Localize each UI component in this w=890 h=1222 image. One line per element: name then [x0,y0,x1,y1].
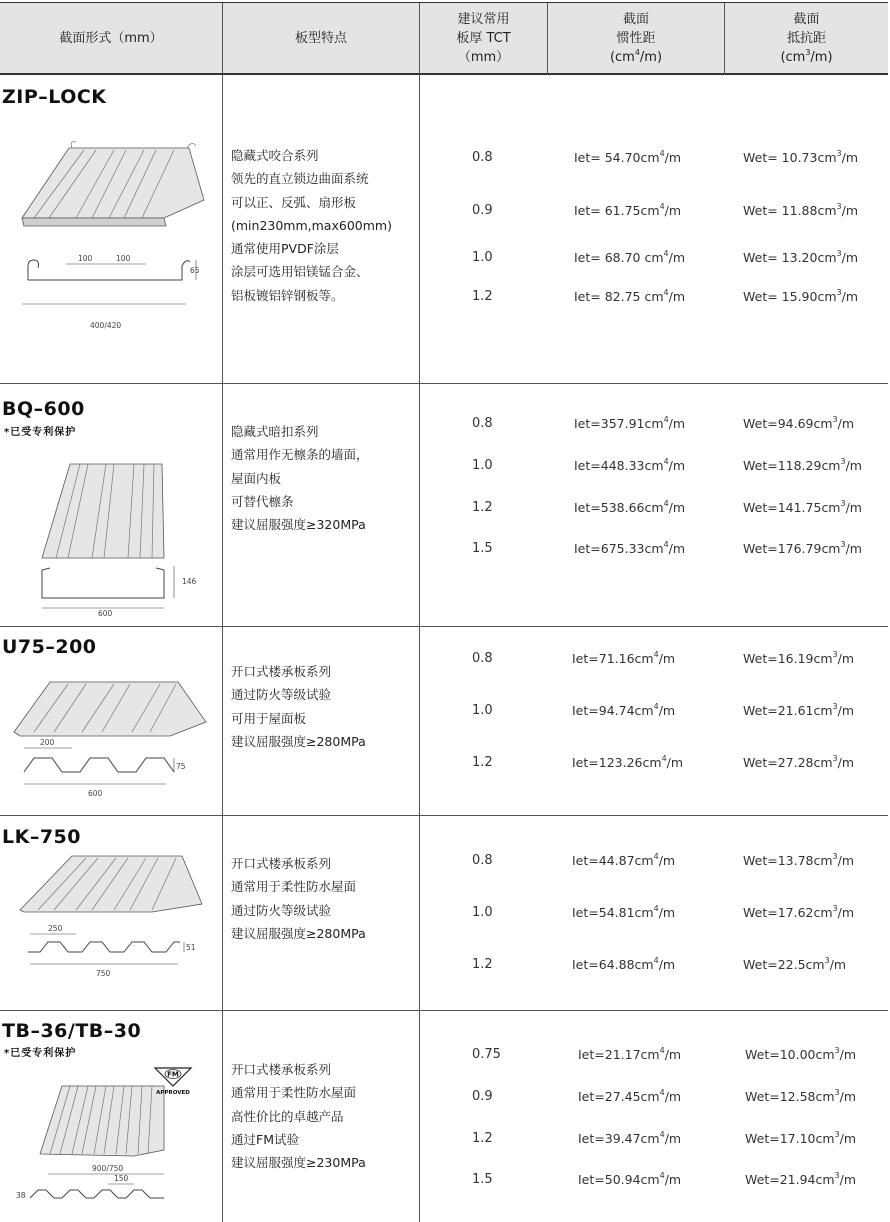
fm-badge-top-text: FM [167,1070,179,1079]
dim-label: 600 [88,789,103,798]
header-section-form [0,3,222,74]
dim-label: 200 [40,738,55,747]
header-inertia-line1: 截面 [622,12,649,27]
feature-line: 领先的直立锁边曲面系统 [231,171,369,187]
dim-label: 146 [182,577,197,586]
inertia-value: $Iet=448.33cm^4/m$ [574,457,686,473]
thickness-value: 1.2 [472,500,493,515]
feature-line: 开口式楼承板系列 [231,1062,332,1077]
feature-line: (min230mm,max600mm) [231,217,392,233]
thickness-value: 1.2 [472,289,493,304]
zip-lock-profile-drawing [14,140,214,335]
u75-200-profile-drawing [10,672,210,802]
profile-title: TB–36/TB–30 [2,1020,142,1042]
profile-title: BQ–600 [2,398,85,420]
dim-label: 65 [190,266,200,275]
dim-label: 750 [96,969,111,978]
dim-label: 100 [116,254,131,263]
features-list [231,852,366,945]
profile-title: LK–750 [2,826,81,848]
inertia-value: $Iet=54.81cm^4/m$ [572,904,676,920]
feature-line: 高性价比的卓越产品 [231,1108,344,1124]
column-divider [419,75,420,1222]
row-divider [0,815,888,816]
thickness-value: 1.2 [472,755,493,770]
header-resistance-line2: 抵抗距 [786,31,826,46]
resistance-value: $Wet=17.62cm^3/m$ [743,904,855,920]
thickness-value: 0.9 [472,1089,493,1104]
fm-approved-badge [152,1066,194,1096]
inertia-value: Iet= 82.75 $cm^4/m$ [574,288,686,304]
resistance-value: $Wet= 15.90cm^3/m$ [743,288,858,304]
patent-note: *已受专利保护 [4,1048,77,1059]
patent-note: *已受专利保护 [4,427,77,438]
feature-line: 隐藏式暗扣系列 [231,424,319,439]
resistance-value: $Wet=22.5cm^3/m$ [743,956,847,972]
header-resistance-unit: $(cm^3/m)$ [780,48,833,65]
feature-line: 建议屈服强度≥280MPa [231,733,366,749]
inertia-value: $Iet=675.33cm^4/m$ [574,540,686,556]
thickness-value: 1.0 [472,458,493,473]
thickness-value: 1.0 [472,905,493,920]
inertia-value: $Iet=44.87cm^4/m$ [572,852,676,868]
thickness-value: 1.0 [472,703,493,718]
resistance-value: $Wet=94.69cm^3/m$ [743,415,855,431]
table-header [0,2,888,75]
resistance-value: $Wet=21.61cm^3/m$ [743,702,855,718]
header-features-label: 板型特点 [294,31,347,46]
thickness-value: 0.8 [472,416,493,431]
header-thickness [419,3,547,74]
thickness-value: 1.5 [472,541,493,556]
dim-label: 150 [114,1174,129,1183]
features-list [231,1058,366,1174]
thickness-value: 0.9 [472,203,493,218]
resistance-value: $Wet=16.19cm^3/m$ [743,650,855,666]
header-resistance-line1: 截面 [793,12,820,27]
feature-line: 可替代檩条 [231,493,294,509]
thickness-value: 1.5 [472,1172,493,1187]
column-divider [222,75,223,1222]
dim-label: 600 [98,609,113,618]
dim-label: 900/750 [92,1164,124,1173]
row-divider [0,383,888,384]
thickness-value: 1.2 [472,957,493,972]
feature-line: 可用于屋面板 [231,710,307,726]
dim-label: 100 [78,254,93,263]
feature-line: 通常用于柔性防水屋面 [231,879,357,895]
inertia-value: $Iet=538.66cm^4/m$ [574,499,686,515]
features-list [231,420,369,536]
profile-title: ZIP–LOCK [2,86,107,108]
header-inertia-unit: $(cm^4/m)$ [609,48,663,65]
feature-line: 通常用作无檩条的墙面， [231,447,369,463]
dim-label: 400/420 [90,321,122,330]
header-thickness-line2: 板厚 TCT [456,31,511,46]
feature-line: 开口式楼承板系列 [231,856,332,871]
row-divider [0,1010,888,1011]
thickness-value: 1.2 [472,1131,493,1146]
resistance-value: $Wet= 11.88cm^3/m$ [743,202,858,218]
resistance-value: $Wet= 10.73cm^3/m$ [743,149,858,165]
features-list [231,144,392,307]
resistance-value: $Wet=21.94cm^3/m$ [745,1171,857,1187]
profile-title: U75–200 [2,636,97,658]
thickness-value: 0.8 [472,150,493,165]
fm-badge-bottom-text: APPROVED [156,1090,190,1096]
resistance-value: $Wet=12.58cm^3/m$ [745,1088,857,1104]
dim-label: 38 [16,1191,26,1200]
inertia-value: $Iet= 54.70cm^4/m$ [574,149,682,165]
inertia-value: $Iet= 61.75cm^4/m$ [574,202,682,218]
inertia-value: $Iet=27.45cm^4/m$ [578,1088,682,1104]
row-divider [0,626,888,627]
resistance-value: $Wet=10.00cm^3/m$ [745,1046,857,1062]
resistance-value: $Wet=176.79cm^3/m$ [743,540,862,556]
inertia-value: $Iet=123.26cm^4/m$ [572,754,684,770]
feature-line: 建议屈服强度≥230MPa [231,1155,366,1171]
header-thickness-line1: 建议常用 [457,12,510,27]
feature-line: 开口式楼承板系列 [231,664,332,679]
resistance-value: $Wet= 13.20cm^3/m$ [743,249,858,265]
resistance-value: $Wet=27.28cm^3/m$ [743,754,855,770]
resistance-value: $Wet=118.29cm^3/m$ [743,457,862,473]
dim-label: 75 [176,762,186,771]
header-section-form-label: 截面形式（mm） [59,31,163,46]
dim-label: 51 [186,943,196,952]
header-inertia-line2: 惯性距 [616,31,656,46]
feature-line: 涂层可选用铝镁锰合金、 [231,264,369,280]
resistance-value: $Wet=141.75cm^3/m$ [743,499,862,515]
resistance-value: $Wet=17.10cm^3/m$ [745,1130,857,1146]
inertia-value: Iet= 68.70 $cm^4/m$ [574,249,686,265]
dim-label: 250 [48,924,63,933]
feature-line: 通常使用PVDF涂层 [231,241,339,257]
feature-line: 通常用于柔性防水屋面 [231,1085,357,1101]
thickness-value: 0.75 [472,1047,501,1062]
inertia-value: $Iet=21.17cm^4/m$ [578,1046,682,1062]
header-thickness-line3: （mm） [457,50,510,65]
inertia-value: $Iet=39.47cm^4/m$ [578,1130,682,1146]
feature-line: 通过FM试验 [231,1131,299,1147]
lk-750-profile-drawing [12,850,212,980]
feature-line: 隐藏式咬合系列 [231,148,319,163]
feature-line: 屋面内板 [231,470,282,486]
feature-line: 建议屈服强度≥280MPa [231,925,366,941]
inertia-value: $Iet=71.16cm^4/m$ [572,650,676,666]
header-resistance [724,3,888,74]
features-list [231,660,366,753]
inertia-value: $Iet=357.91cm^4/m$ [574,415,686,431]
inertia-value: $Iet=94.74cm^4/m$ [572,702,676,718]
inertia-value: $Iet=50.94cm^4/m$ [578,1171,682,1187]
feature-line: 铝板镀铝锌钢板等。 [231,287,344,303]
feature-line: 通过防火等级试验 [231,687,332,703]
thickness-value: 0.8 [472,651,493,666]
feature-line: 通过防火等级试验 [231,902,332,918]
feature-line: 建议屈服强度≥320MPa [231,517,366,533]
inertia-value: $Iet=64.88cm^4/m$ [572,956,676,972]
header-features [222,3,419,74]
bq-600-profile-drawing [22,458,212,618]
resistance-value: $Wet=13.78cm^3/m$ [743,852,855,868]
header-inertia [547,3,724,74]
feature-line: 可以正、反弧、扇形板 [231,194,357,210]
thickness-value: 1.0 [472,250,493,265]
thickness-value: 0.8 [472,853,493,868]
